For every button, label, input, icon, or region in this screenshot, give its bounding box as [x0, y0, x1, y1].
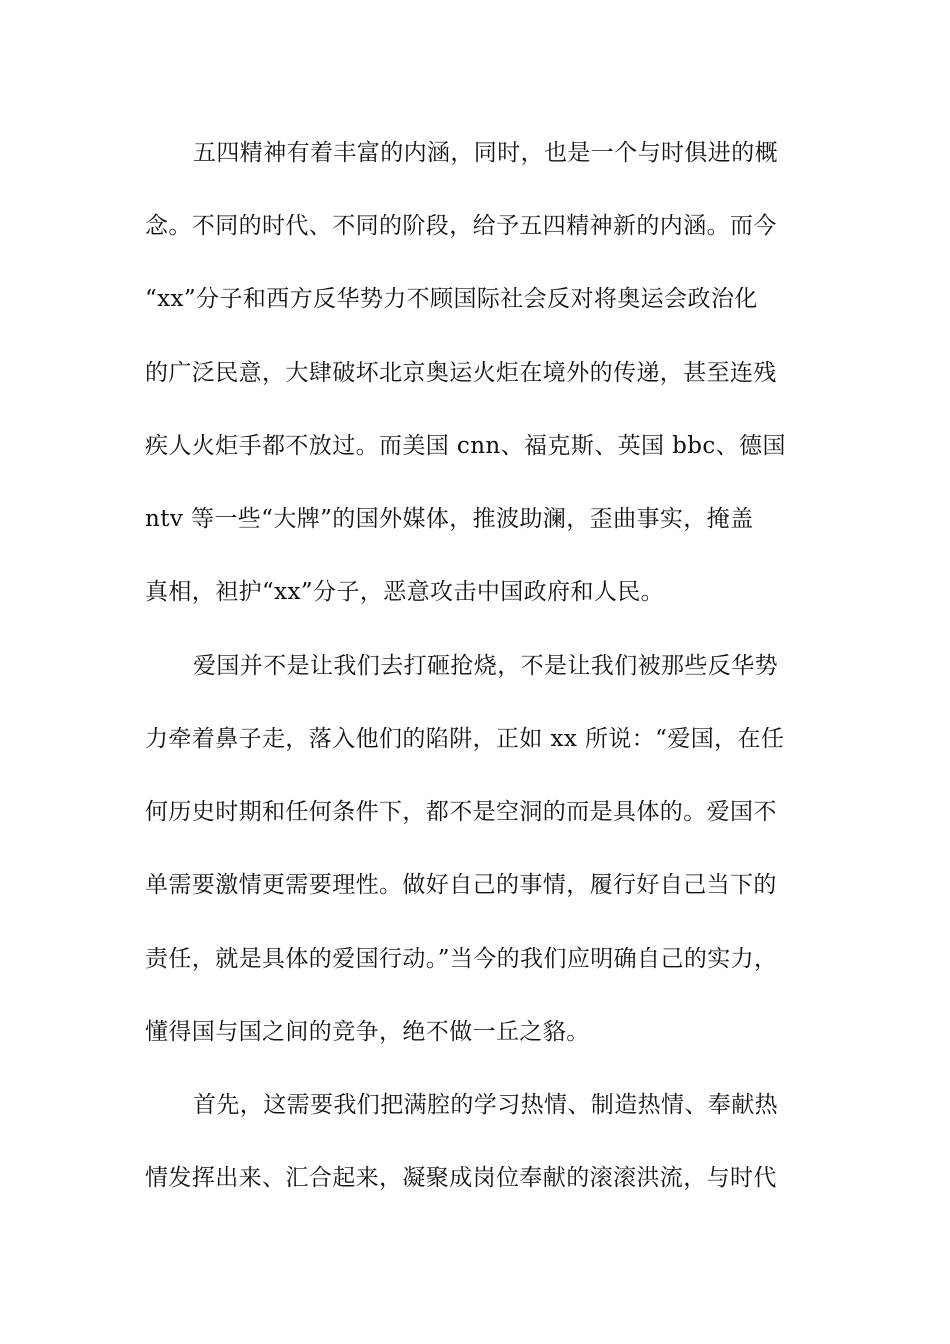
text-line: 情发挥出来、汇合起来，凝聚成岗位奉献的滚滚洪流，与时代 — [145, 1165, 777, 1191]
text-line: 单需要激情更需要理性。做好自己的事情，履行好自己当下的 — [145, 872, 777, 898]
text-line: 念。不同的时代、不同的阶段，给予五四精神新的内涵。而今 — [145, 213, 777, 239]
text-line: 首先，这需要我们把满腔的学习热情、制造热情、奉献热 — [193, 1092, 778, 1118]
text-line: “xx”分子和西方反华势力不顾国际社会反对将奥运会政治化 — [145, 286, 758, 312]
text-line: 五四精神有着丰富的内涵，同时，也是一个与时俱进的概 — [193, 140, 778, 166]
text-line: 责任，就是具体的爱国行动。”当今的我们应明确自己的实力， — [145, 946, 778, 972]
text-line: 懂得国与国之间的竞争，绝不做一丘之貉。 — [145, 1019, 590, 1045]
text-line: 的广泛民意，大肆破坏北京奥运火炬在境外的传递，甚至连残 — [145, 360, 777, 386]
text-line: 疾人火炬手都不放过。而美国 cnn、福克斯、英国 bbc、德国 — [145, 433, 786, 459]
text-line: 何历史时期和任何条件下，都不是空洞的而是具体的。爱国不 — [145, 799, 777, 825]
text-line: 爱国并不是让我们去打砸抢烧，不是让我们被那些反华势 — [193, 653, 778, 679]
text-line: 真相，袒护“xx”分子，恶意攻击中国政府和人民。 — [145, 579, 665, 605]
text-line: 力牵着鼻子走，落入他们的陷阱，正如 xx 所说：“爱国，在任 — [145, 726, 785, 752]
text-line: ntv 等一些“大牌”的国外媒体，推波助澜，歪曲事实，掩盖 — [145, 506, 754, 532]
